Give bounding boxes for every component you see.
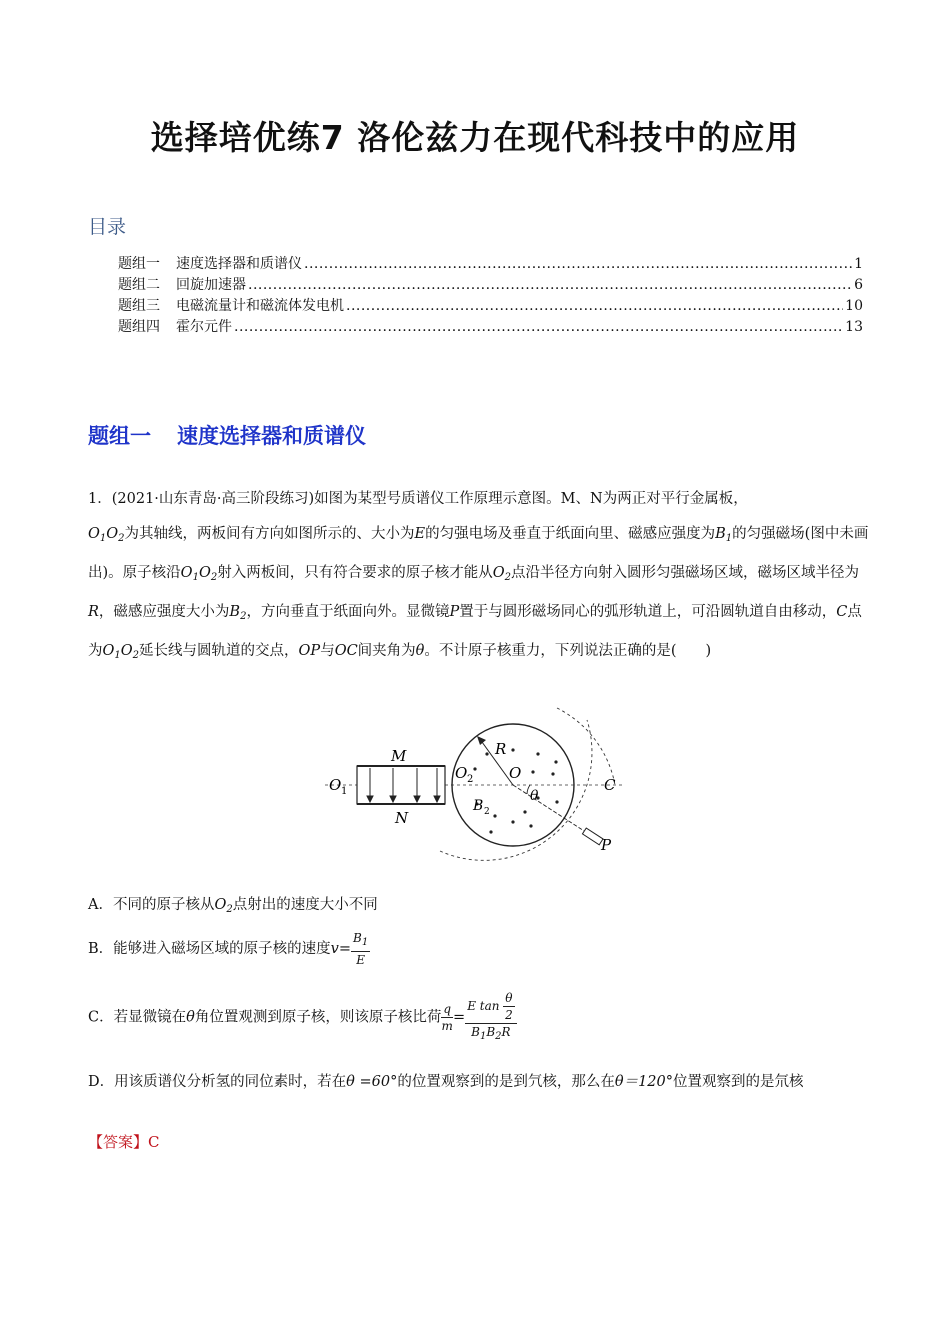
toc-item-page: 6 [854, 277, 863, 293]
toc-item-number: 题组二 [118, 277, 160, 293]
fraction-numerator: θ [505, 991, 513, 1005]
toc-item[interactable] [118, 317, 863, 338]
option-c[interactable] [88, 990, 873, 1045]
section-heading [88, 420, 366, 450]
stem-text: 为其轴线，两板间有方向如图所示的、大小为 [124, 526, 415, 542]
symbol-v: v [330, 941, 339, 957]
toc-item[interactable] [118, 275, 863, 296]
symbol-c: C [836, 604, 848, 620]
option-text: 不同的原子核从 [112, 897, 215, 913]
option-text: 用该质谱仪分析氢的同位素时，若在 [114, 1074, 347, 1090]
option-d[interactable] [88, 1068, 873, 1096]
toc-item-page: 1 [854, 256, 863, 272]
fraction-denominator: m [441, 1019, 453, 1033]
fraction-denominator: 2 [505, 1008, 513, 1022]
option-text: 位置观察到的是氘核 [673, 1074, 804, 1090]
mass-spectrometer-diagram [325, 706, 625, 876]
circular-track [440, 720, 592, 860]
stem-text: 点沿半径方向射入圆形匀强磁场区域，磁场区域半径为 [510, 565, 859, 581]
toc-item-page: 13 [845, 319, 863, 335]
stem-text: 的匀强电场及垂直于纸面向里、磁感应强度为 [425, 526, 716, 542]
toc-item[interactable] [118, 296, 863, 317]
symbol-e: E [414, 526, 426, 542]
label-m: M [391, 747, 407, 765]
page-title: 选择培优练7 洛伦兹力在现代科技中的应用 [150, 118, 800, 157]
radius-arrowhead [477, 736, 486, 745]
label-b2-sub: 2 [484, 807, 490, 817]
fraction-half-theta [503, 990, 514, 1023]
toc-leader-dots [234, 317, 843, 338]
fraction-denominator: E [356, 953, 365, 967]
option-text: 若显微镜在 [113, 1009, 187, 1026]
stem-text: 为两正对平行金属板， [602, 491, 748, 507]
symbol-b2: $B_2$ [229, 604, 247, 622]
answer-label: 【答案】 [88, 1133, 149, 1151]
plates-mn: M、N [560, 491, 603, 507]
option-label: C． [88, 1009, 114, 1026]
section-number: 题组一 [88, 424, 151, 448]
symbol-b1: $B_1$ [715, 526, 733, 544]
stem-text: 置于与圆形磁场同心的弧形轨道上，可沿圆轨道自由移动， [459, 604, 837, 620]
point-o2: $O_2$ [492, 565, 511, 583]
fraction-charge-mass [465, 990, 516, 1045]
toc-item-title: 速度选择器和质谱仪 [176, 256, 302, 272]
axis-o1o2: $O_1O_2$ [180, 565, 218, 583]
fraction-b1-over-e: $\frac{B_1}{E}$ [353, 931, 369, 967]
question-1 [88, 482, 873, 673]
symbol-theta: θ [186, 1009, 195, 1026]
symbol-theta: θ [415, 643, 425, 659]
label-c: C [604, 776, 616, 794]
question-stem [88, 482, 873, 673]
toc-item[interactable] [118, 254, 863, 275]
stem-text: 间夹角为 [357, 643, 416, 659]
stem-text: 点为 [88, 604, 862, 659]
circular-track [557, 708, 615, 785]
option-label: B． [88, 941, 114, 957]
label-o1-sub: 1 [341, 786, 348, 797]
fraction-numerator: E tan [467, 999, 500, 1013]
stem-text: 。不计原子核重力，下列说法正确的是( ) [424, 643, 712, 659]
label-r: R [495, 740, 507, 758]
option-text: 点射出的速度大小不同 [232, 897, 378, 913]
fraction-q-over-m [441, 1001, 453, 1034]
question-number: 1． [88, 491, 112, 507]
stem-text: ，磁感应强度大小为 [98, 604, 230, 620]
angle-60: θ =60° [346, 1074, 398, 1090]
axis-o1o2: $O_1O_2$ [88, 526, 125, 544]
label-p: P [601, 836, 612, 854]
label-b2: B [473, 798, 484, 814]
label-n: N [395, 809, 409, 827]
fraction-numerator: q [443, 1002, 452, 1016]
toc-item-number: 题组一 [118, 256, 160, 272]
symbol-r: R [88, 604, 99, 620]
option-text: 角位置观测到原子核，则该原子核比荷 [194, 1009, 442, 1026]
stem-text: 如图为某型号质谱仪工作原理示意图。 [314, 491, 561, 507]
label-o2: O [455, 764, 468, 782]
symbol-p: P [449, 604, 460, 620]
stem-text: 射入两板间，只有符合要求的原子核才能从 [217, 565, 493, 581]
option-b[interactable] [88, 930, 873, 968]
toc-heading: 目录 [88, 216, 127, 238]
stem-text: ，方向垂直于纸面向外。显微镜 [246, 604, 450, 620]
answer-value: C [148, 1133, 160, 1151]
option-a[interactable] [88, 893, 873, 915]
toc-item-title: 电磁流量计和磁流体发电机 [176, 298, 344, 314]
option-text: 能够进入磁场区域的原子核的速度 [113, 941, 331, 957]
question-source: (2021·山东青岛·高三阶段练习) [111, 491, 315, 507]
label-theta: θ [530, 788, 539, 804]
option-label: A． [88, 897, 113, 913]
toc-item-title: 回旋加速器 [176, 277, 246, 293]
toc-item-number: 题组四 [118, 319, 160, 335]
toc-leader-dots [304, 254, 852, 275]
field-dots [473, 748, 558, 833]
segment-op: OP [298, 643, 321, 659]
option-text: 的位置观察到的是到氕核，那么在 [397, 1074, 615, 1090]
toc-item-title: 霍尔元件 [176, 319, 232, 335]
toc-item-number: 题组三 [118, 298, 160, 314]
option-label: D． [88, 1074, 115, 1090]
stem-text: 与 [320, 643, 335, 659]
fraction-denominator: $B_1B_2R$ [471, 1025, 511, 1042]
microscope-p [582, 828, 603, 845]
angle-120: θ＝120° [614, 1074, 673, 1090]
answer [88, 1131, 160, 1152]
stem-text: 的匀强磁场(图中未画出)。原子核沿 [88, 526, 869, 581]
stem-text: 延长线与圆轨道的交点， [139, 643, 299, 659]
toc-leader-dots [346, 296, 843, 317]
equals-sign: = [338, 941, 352, 957]
label-o: O [509, 764, 522, 782]
point-o2: $O_2$ [214, 897, 233, 915]
label-o1: O [329, 776, 342, 794]
toc-leader-dots [248, 275, 852, 296]
label-o2-sub: 2 [467, 774, 474, 785]
section-title: 速度选择器和质谱仪 [177, 424, 366, 448]
toc-item-page: 10 [845, 298, 863, 314]
equals-sign: = [453, 1009, 466, 1026]
axis-o1o2: $O_1O_2$ [102, 643, 140, 661]
table-of-contents [118, 254, 863, 338]
segment-oc: OC [334, 643, 358, 659]
